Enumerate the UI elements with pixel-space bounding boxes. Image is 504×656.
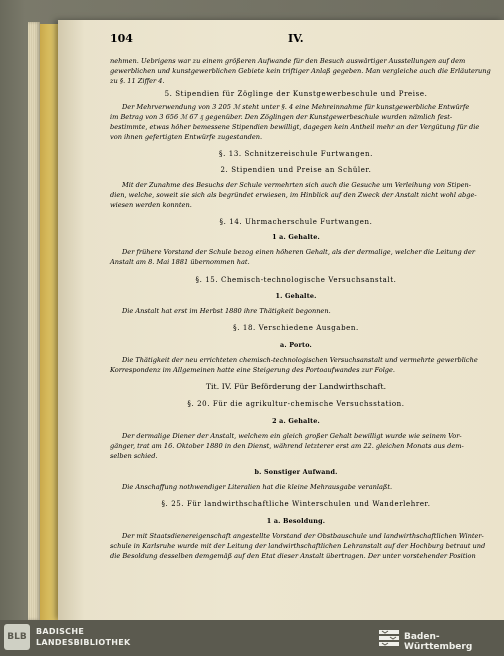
running-header [110, 32, 480, 46]
subsection-heading: a. Porto. [280, 341, 312, 349]
library-name-line2: LANDESBIBLIOTHEK [36, 638, 131, 647]
library-logo-text: BLB [7, 632, 27, 642]
section-number: IV. [288, 32, 304, 45]
subsection-heading: 2 a. Gehalte. [272, 417, 320, 425]
text-line: gewerblichen und kunstgewerblichen Gebiete kein triftiger Anlaß gegeben. Man vergleiche auch die Erläuterung [110, 67, 491, 75]
text-line: schule in Karlsruhe wurde mit der Leitung der landwirthschaftlichen Lehranstalt auf der Hochburg betraut und [110, 542, 486, 550]
title-heading: Tit. IV. Für Beförderung der Landwirthschaft. [205, 382, 387, 391]
text-line: nehmen. Uebrigens war zu einem größeren Aufwande für den Besuch auswärtiger Ausstellungen auf dem [110, 57, 466, 65]
text-line: dien, welche, soweit sie sich als begründet erwiesen, im Hinblick auf den Zweck der Anstalt nicht wohl abge- [110, 191, 477, 199]
section-heading: §. 25. Für landwirthschaftliche Winterschulen und Wanderlehrer. [161, 500, 431, 508]
text-line: die Besoldung desselben demgemäß auf den Etat dieser Anstalt übertragen. Der unter vorstehender Position [110, 552, 476, 560]
text-line: Die Anschaffung nothwendiger Literalien hat die kleine Mehrausgabe veranlaßt. [122, 483, 393, 491]
text-line: im Betrag von 3 656 ℳ 67 ₰ gegenüber. Den Zöglingen der Kunstgewerbeschule wurden nämlich fest- [110, 113, 453, 121]
text-line: Der dermalige Diener der Anstalt, welchem ein gleich großer Gehalt bewilligt wurde wie seinem Vor- [122, 432, 462, 440]
state-coat-of-arms-icon [378, 628, 400, 648]
subsection-heading: 1 a. Besoldung. [266, 517, 326, 525]
section-heading: §. 13. Schnitzereischule Furtwangen. [219, 150, 373, 158]
section-heading: §. 18. Verschiedene Ausgaben. [233, 324, 359, 332]
text-line: bestimmte, etwas höher bemessene Stipendien bewilligt, dagegen kein Antheil mehr an der Vergütung für die [110, 123, 480, 131]
section-heading: §. 20. Für die agrikultur-chemische Versuchsstation. [187, 400, 405, 408]
text-line: Der mit Staatsdienereigenschaft angestellte Vorstand der Obstbauschule und landwirthschaftlichen Winter- [122, 532, 484, 540]
text-line: zu §. 11 Ziffer 4. [110, 77, 165, 85]
text-line: wiesen werden konnten. [110, 201, 192, 209]
text-line: Mit der Zunahme des Besuchs der Schule vermehrten sich auch die Gesuche um Verleihung von Stipen- [122, 181, 471, 189]
page-number: 104 [110, 32, 133, 45]
text-line: Der frühere Vorstand der Schule bezog einen höheren Gehalt, als der dermalige, welcher die Leitung der [122, 248, 476, 256]
subsection-heading: 1. Gehalte. [275, 292, 317, 300]
text-line: Der Mehrverwendung von 3 205 ℳ steht unter §. 4 eine Mehreinnahme für kunstgewerbliche Entwürfe [122, 103, 470, 111]
text-line: selben schied. [110, 452, 158, 460]
section-heading: §. 15. Chemisch-technologische Versuchsanstalt. [195, 276, 397, 284]
text-line: von ihnen gefertigten Entwürfe zugestanden. [110, 133, 263, 141]
library-name-line1: BADISCHE [36, 627, 85, 636]
text-line: Korrespondenz im Allgemeinen hatte eine Steigerung des Portoaufwandes zur Folge. [110, 366, 396, 374]
subsection-heading: 5. Stipendien für Zöglinge der Kunstgewerbeschule und Preise. [164, 90, 428, 98]
page-stack-edge [28, 22, 40, 620]
subsection-heading: 1 a. Gehalte. [272, 233, 320, 241]
section-heading: §. 14. Uhrmacherschule Furtwangen. [219, 218, 373, 226]
text-line: Die Anstalt hat erst im Herbst 1880 ihre Thätigkeit begonnen. [122, 307, 331, 315]
subsection-heading: 2. Stipendien und Preise an Schüler. [220, 166, 372, 174]
text-line: gänger, trat am 16. Oktober 1880 in den Dienst, während letzterer erst am 22. gleichen Monats aus dem- [110, 442, 464, 450]
subsection-heading: b. Sonstiger Aufwand. [254, 468, 338, 476]
text-line: Die Thätigkeit der neu errichteten chemisch-technologischen Versuchsanstalt und vermehrte gewerbliche [122, 356, 478, 364]
text-line: Anstalt am 8. Mai 1881 übernommen hat. [110, 258, 250, 266]
state-name: Baden-Württemberg [404, 632, 473, 652]
footer-bar [0, 620, 504, 656]
library-logo[interactable] [4, 624, 30, 650]
